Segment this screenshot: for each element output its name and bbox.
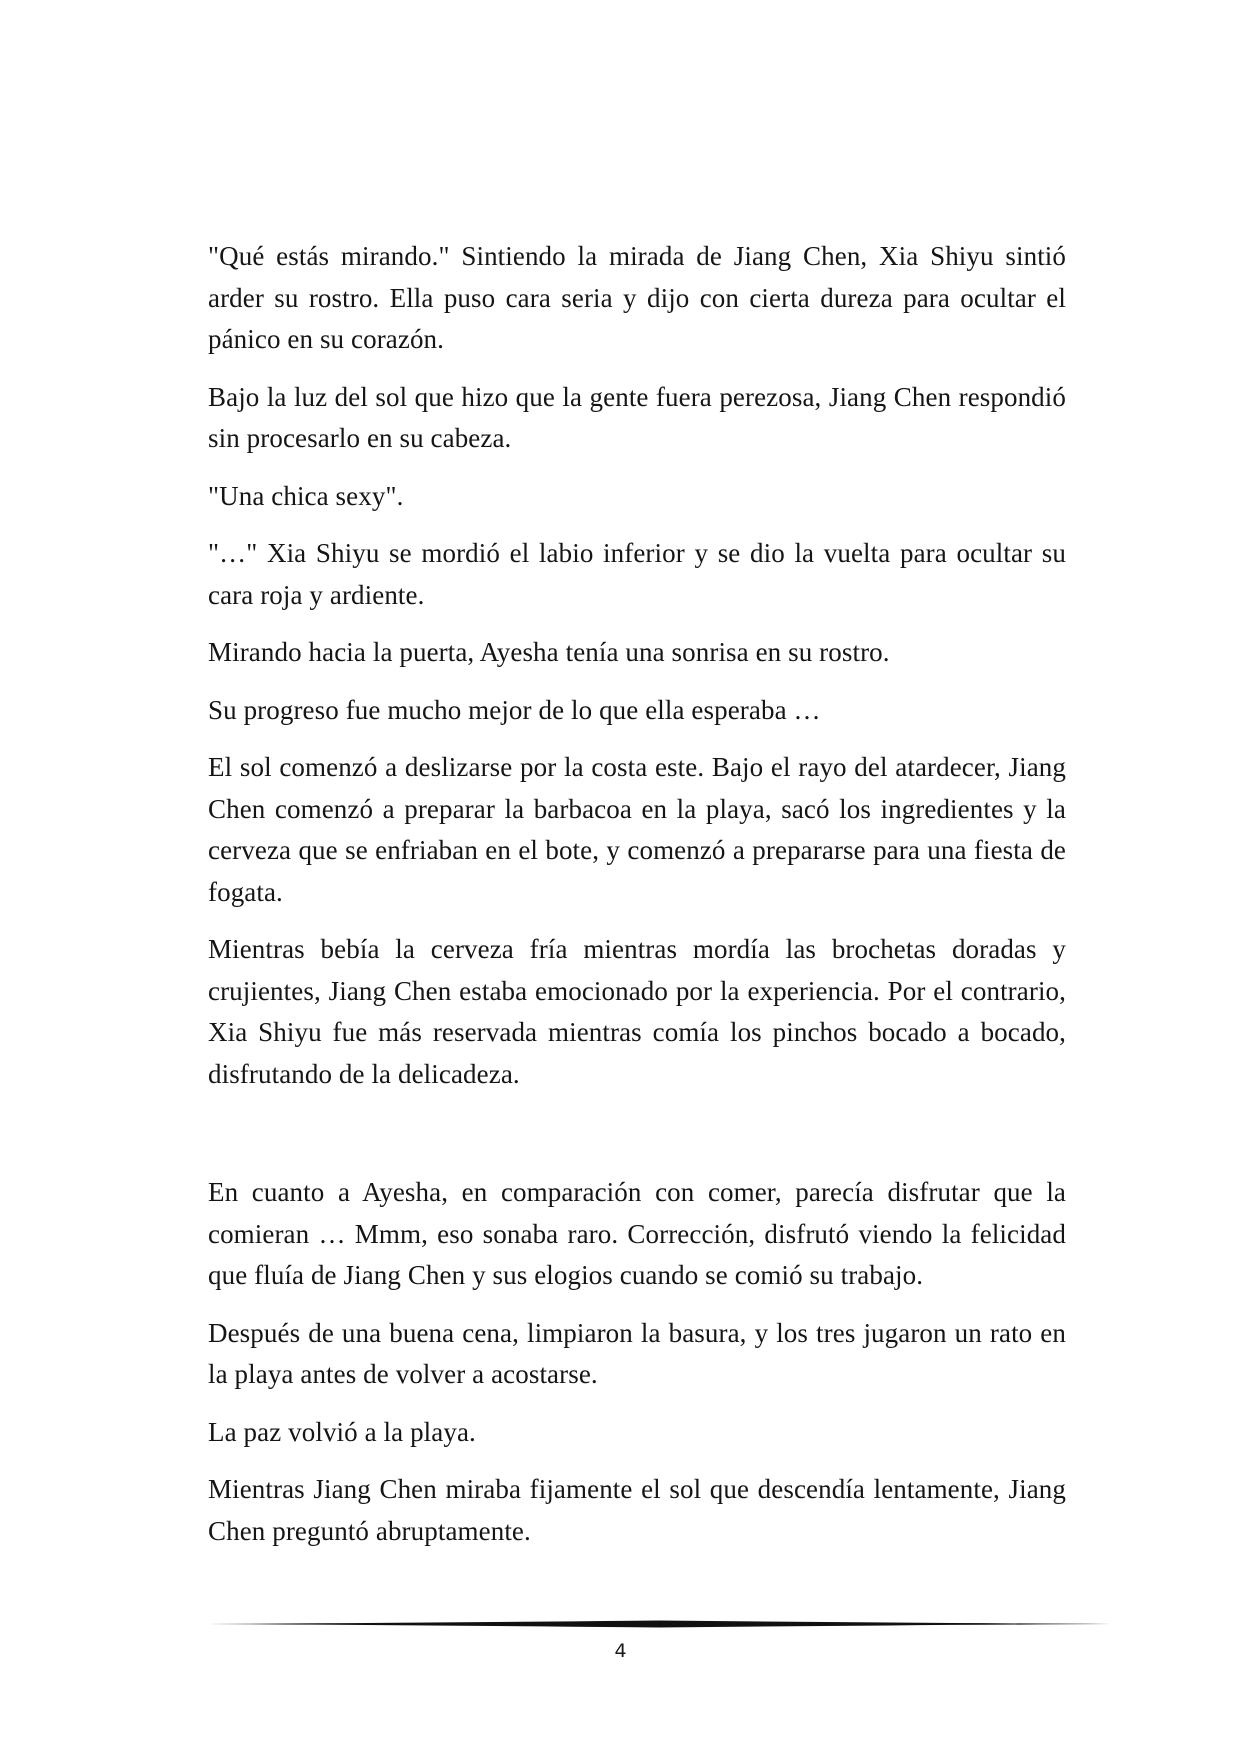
paragraph: Mirando hacia la puerta, Ayesha tenía una sonrisa en su rostro. <box>208 637 890 667</box>
paragraph: Mientras Jiang Chen miraba fijamente el sol que descendía lentamente, Jiang Chen preguntó abruptamente. <box>208 1474 1066 1546</box>
text-section-1 <box>208 236 1066 1111</box>
page-number: 4 <box>614 1640 627 1662</box>
text-section-2 <box>208 1172 1066 1568</box>
paragraph: "…" Xia Shiyu se mordió el labio inferior y se dio la vuelta para ocultar su cara roja y ardiente. <box>208 538 1066 610</box>
footer-rule <box>208 1617 1111 1631</box>
paragraph: El sol comenzó a deslizarse por la costa este. Bajo el rayo del atardecer, Jiang Chen comenzó a preparar la barbacoa en la playa, sacó los ingredientes y la cerveza que se enfriaban en el bote, y comenzó a prepararse para una fiesta de fogata. <box>208 752 1066 907</box>
paragraph: En cuanto a Ayesha, en comparación con comer, parecía disfrutar que la comieran … Mmm, eso sonaba raro. Corrección, disfrutó viendo la felicidad que fluía de Jiang Chen y sus elogios cuando se comió su trabajo. <box>208 1177 1066 1290</box>
paragraph: Mientras bebía la cerveza fría mientras mordía las brochetas doradas y crujientes, Jiang Chen estaba emocionado por la experiencia. Por el contrario, Xia Shiyu fue más reservada mientras comía los pinchos bocado a bocado, disfrutando de la delicadeza. <box>208 934 1066 1089</box>
paragraph: Después de una buena cena, limpiaron la basura, y los tres jugaron un rato en la playa antes de volver a acostarse. <box>208 1317 1066 1389</box>
paragraph: Su progreso fue mucho mejor de lo que ella esperaba … <box>208 694 821 725</box>
paragraph: "Una chica sexy". <box>208 480 404 511</box>
paragraph: "Qué estás mirando." Sintiendo la mirada de Jiang Chen, Xia Shiyu sintió arder su rostro. Ella puso cara seria y dijo con cierta dureza para ocultar el pánico en su corazón. <box>208 241 1066 354</box>
paragraph: La paz volvió a la playa. <box>208 1416 476 1447</box>
paragraph: Bajo la luz del sol que hizo que la gente fuera perezosa, Jiang Chen respondió sin procesarlo en su cabeza. <box>208 381 1066 453</box>
